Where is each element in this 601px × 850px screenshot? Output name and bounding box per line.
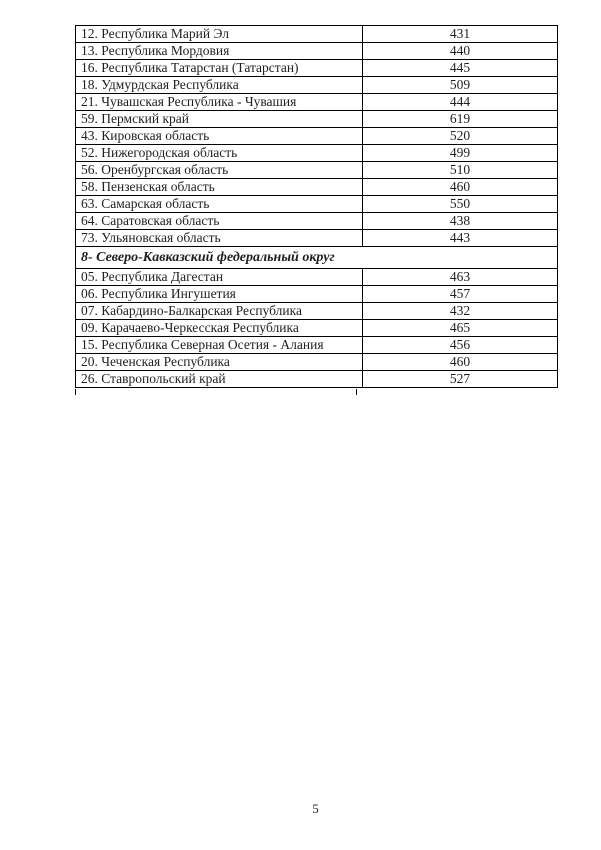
table-row [76,162,558,179]
table-row [76,94,558,111]
table-row [76,213,558,230]
section-header-label: 8- Северо-Кавказский федеральный округ [76,247,558,269]
region-name: 52. Нижегородская область [76,145,363,162]
table-row [76,230,558,247]
table-row [76,337,558,354]
region-value: 431 [363,26,558,43]
table-row [76,128,558,145]
region-name: 05. Республика Дагестан [76,269,363,286]
region-value: 457 [363,286,558,303]
region-name: 26. Ставропольский край [76,371,363,388]
regions-table-body [76,26,558,388]
region-name: 59. Пермский край [76,111,363,128]
region-value: 520 [363,128,558,145]
table-row [76,43,558,60]
region-name: 64. Саратовская область [76,213,363,230]
page-number: 5 [312,801,319,816]
region-value: 440 [363,43,558,60]
region-name: 12. Республика Марий Эл [76,26,363,43]
table-row [76,371,558,388]
region-value: 510 [363,162,558,179]
region-name: 21. Чувашская Республика - Чувашия [76,94,363,111]
region-value: 456 [363,337,558,354]
region-value: 445 [363,60,558,77]
region-value: 465 [363,320,558,337]
region-value: 460 [363,179,558,196]
table-row [76,77,558,94]
table-row [76,26,558,43]
region-value: 619 [363,111,558,128]
section-header-row [76,247,558,269]
table-border-stub-left [75,389,76,395]
region-name: 15. Республика Северная Осетия - Алания [76,337,363,354]
region-name: 43. Кировская область [76,128,363,145]
table-row [76,196,558,213]
table-row [76,286,558,303]
region-value: 432 [363,303,558,320]
table-border-stub-middle [356,389,357,395]
region-name: 58. Пензенская область [76,179,363,196]
region-name: 13. Республика Мордовия [76,43,363,60]
table-row [76,111,558,128]
region-name: 20. Чеченская Республика [76,354,363,371]
regions-table [75,25,558,388]
region-value: 550 [363,196,558,213]
region-name: 07. Кабардино-Балкарская Республика [76,303,363,320]
region-name: 09. Карачаево-Черкесская Республика [76,320,363,337]
table-row [76,354,558,371]
region-value: 499 [363,145,558,162]
table-row [76,320,558,337]
region-value: 460 [363,354,558,371]
region-value: 443 [363,230,558,247]
region-name: 56. Оренбургская область [76,162,363,179]
region-name: 16. Республика Татарстан (Татарстан) [76,60,363,77]
table-row [76,60,558,77]
region-name: 63. Самарская область [76,196,363,213]
table-row [76,145,558,162]
table-row [76,269,558,286]
region-name: 18. Удмурдская Республика [76,77,363,94]
region-value: 509 [363,77,558,94]
table-row [76,179,558,196]
region-name: 73. Ульяновская область [76,230,363,247]
table-row [76,303,558,320]
region-value: 444 [363,94,558,111]
region-value: 463 [363,269,558,286]
region-value: 527 [363,371,558,388]
region-name: 06. Республика Ингушетия [76,286,363,303]
region-value: 438 [363,213,558,230]
